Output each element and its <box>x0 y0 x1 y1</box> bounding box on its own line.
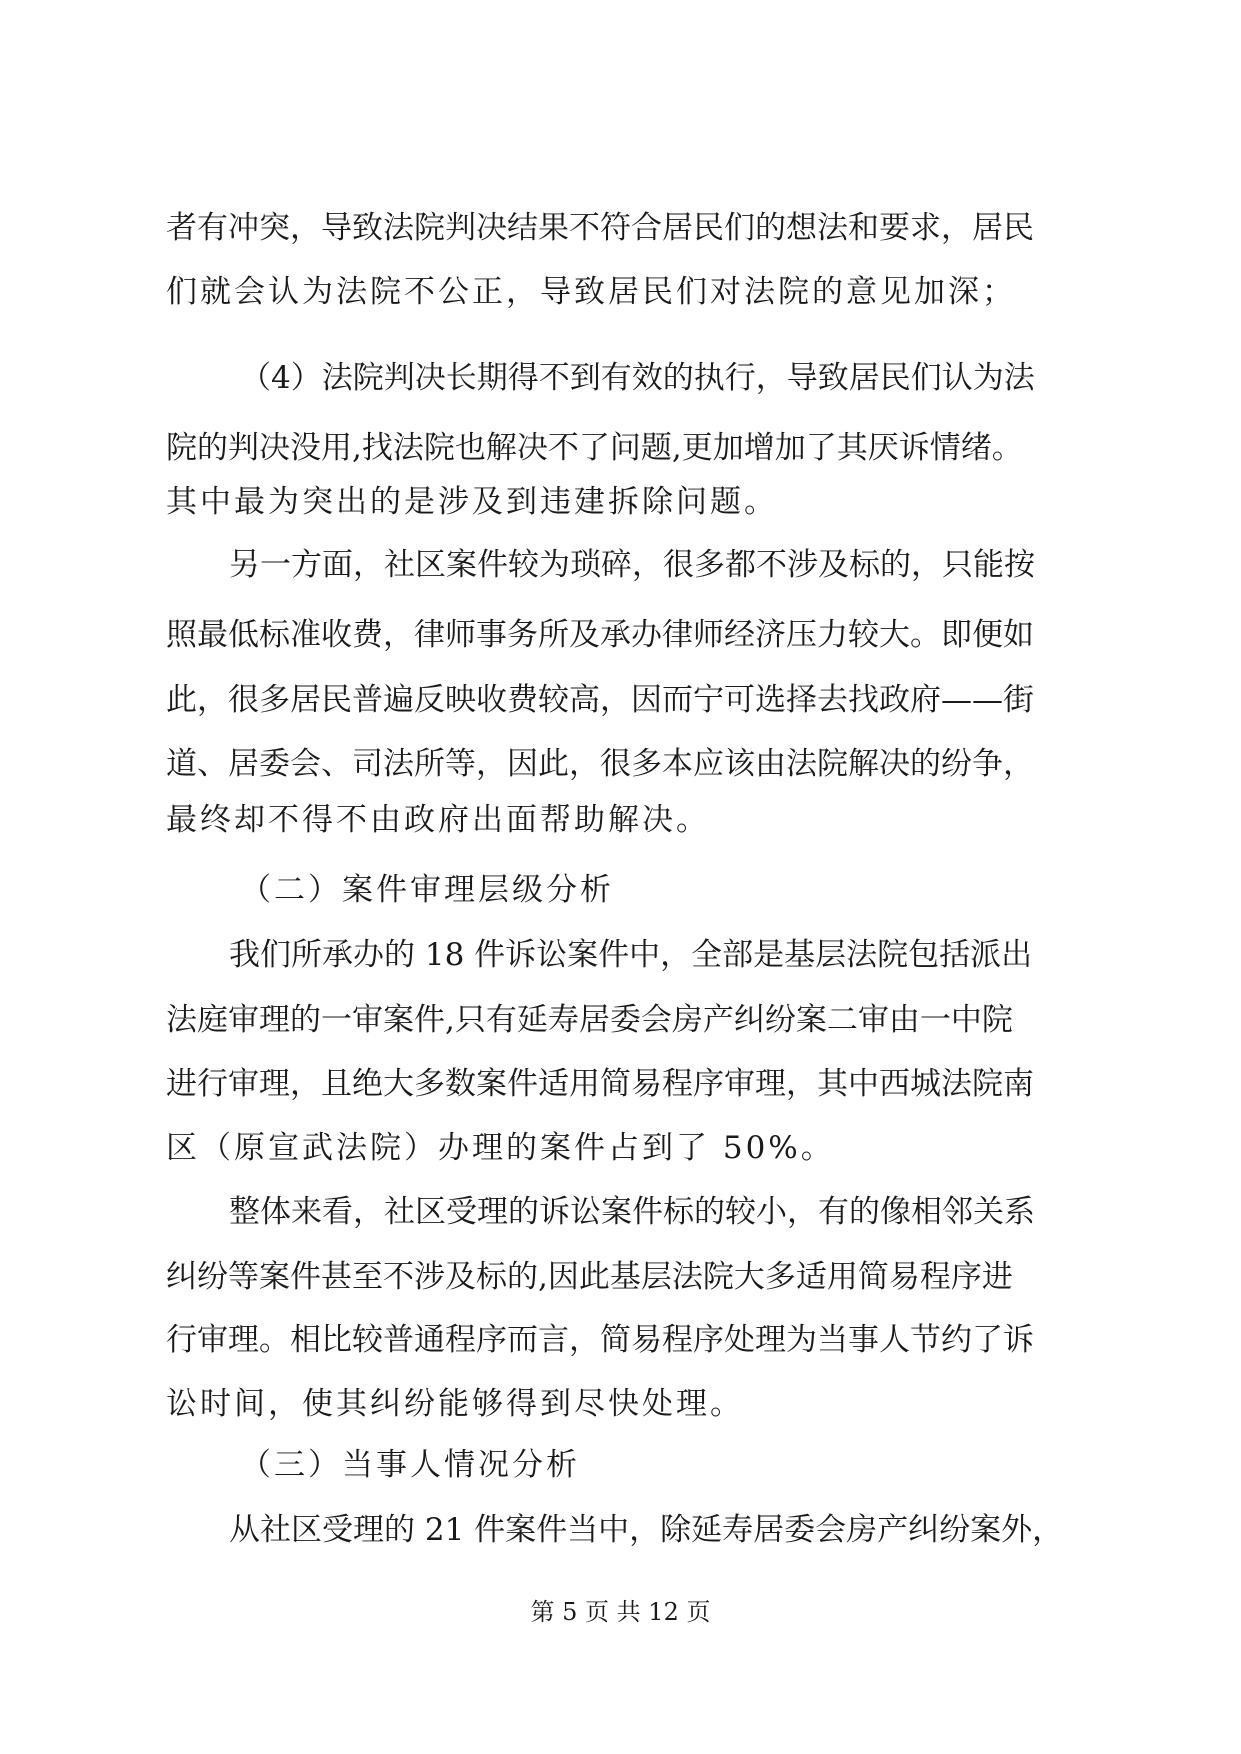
text-line: 者有冲突，导致法院判决结果不符合居民们的想法和要求，居民 <box>166 210 1034 246</box>
text-line: 行审理。相比较普通程序而言，简易程序处理为当事人节约了诉 <box>166 1322 1034 1358</box>
text-line: 其中最为突出的是涉及到违建拆除问题。 <box>166 484 778 520</box>
section-heading: （三）当事人情况分析 <box>240 1447 580 1483</box>
section-heading: （二）案件审理层级分析 <box>240 872 614 908</box>
text-line: 此，很多居民普遍反映收费较高，因而宁可选择去找政府——街 <box>166 682 1034 718</box>
text-line: 整体来看，社区受理的诉讼案件标的较小，有的像相邻关系 <box>229 1194 1035 1230</box>
text-line: 我们所承办的 18 件诉讼案件中，全部是基层法院包括派出 <box>229 937 1033 973</box>
text-line: 纠纷等案件甚至不涉及标的,因此基层法院大多适用简易程序进 <box>166 1259 1013 1295</box>
text-line: 道、居委会、司法所等，因此，很多本应该由法院解决的纷争， <box>166 746 1034 782</box>
text-line: 最终却不得不由政府出面帮助解决。 <box>166 802 710 838</box>
text-line: 院的判决没用,找法院也解决不了问题,更加增加了其厌诉情绪。 <box>166 430 1023 466</box>
text-line: 区（原宣武法院）办理的案件占到了 50%。 <box>166 1130 835 1166</box>
text-line: 法庭审理的一审案件,只有延寿居委会房产纠纷案二审由一中院 <box>166 1002 1013 1038</box>
text-line: 们就会认为法院不公正，导致居民们对法院的意见加深； <box>166 274 1016 310</box>
text-line: 照最低标准收费，律师事务所及承办律师经济压力较大。即便如 <box>166 617 1034 653</box>
text-line: 另一方面，社区案件较为琐碎，很多都不涉及标的，只能按 <box>229 547 1035 583</box>
page-number-footer: 第 5 页 共 12 页 <box>530 1598 711 1626</box>
text-line: 进行审理，且绝大多数案件适用简易程序审理，其中西城法院南 <box>166 1066 1034 1102</box>
text-line: 从社区受理的 21 件案件当中，除延寿居委会房产纠纷案外， <box>229 1512 1064 1548</box>
text-line: （4）法院判决长期得不到有效的执行，导致居民们认为法 <box>240 360 1035 396</box>
text-line: 讼时间，使其纠纷能够得到尽快处理。 <box>166 1386 744 1422</box>
